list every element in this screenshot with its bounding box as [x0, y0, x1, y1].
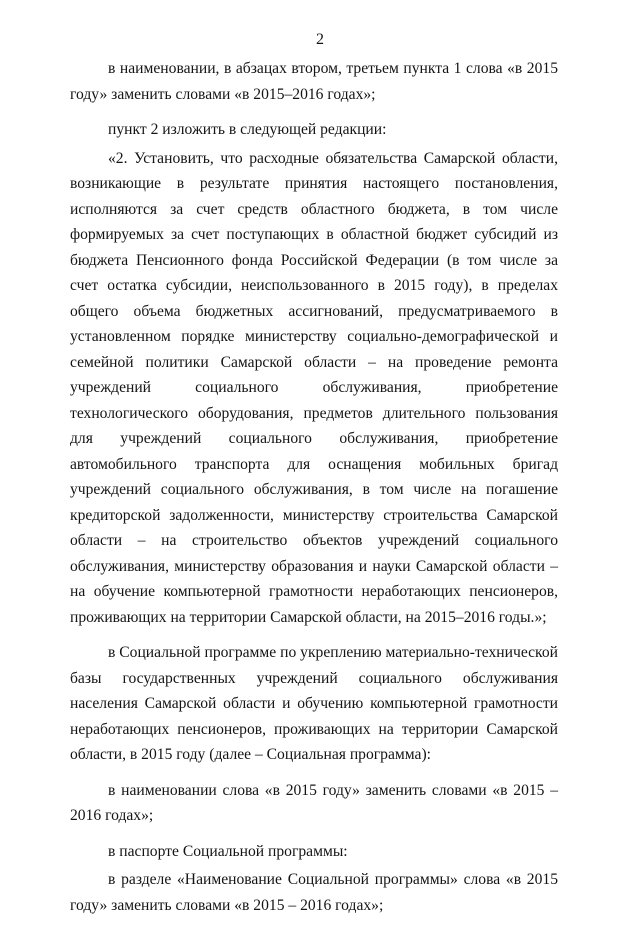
paragraph-point-2-intro: пункт 2 изложить в следующей редакции:	[108, 121, 387, 138]
paragraph-social-program: в Социальной программе по укреплению материально-технической базы государственных учреждений социального обслуживания населения Самарской области и обучению компьютерной грамотности неработающих пенсионеров, проживающих на территории Самарской области, в 2015 году (далее – Социальная программа):	[70, 644, 558, 763]
paragraph-passport: в паспорте Социальной программы:	[108, 842, 348, 860]
document-body	[70, 56, 558, 928]
paragraph-point-2-text: «2. Установить, что расходные обязательства Самарской области, возникающие в результате принятия настоящего постановления, исполняются за счет средств областного бюджета, в том числе формируемых за счет поступающих в областной бюджет субсидий из бюджета Пенсионного фонда Российской Федерации (в том числе за счет остатка субсидии, неиспользованного в 2015 году), в пределах общего объема бюджетных ассигнований, предусматриваемого в установленном порядке министерству социально-демографической и семейной политики Самарской области – на проведение ремонта учреждений социального обслуживания, приобретение технологического оборудования, предметов длительного пользования для учреждений социального обслуживания, приобретение автомобильного транспорта для оснащения мобильных бригад учреждений социального обслуживания, в том числе на погашение кредиторской задолженности, министерству строительства Самарской области – на строительство объектов учреждений социального обслуживания, министерству образования и науки Самарской области – на обучение компьютерной грамотности неработающих пенсионеров, проживающих на территории Самарской области, на 2015–2016 годы.»;	[70, 149, 558, 626]
paragraph-program-name: в наименовании слова «в 2015 году» заменить словами «в 2015 – 2016 годах»;	[70, 781, 558, 824]
page-number: 2	[316, 31, 324, 48]
paragraph-section-name: в разделе «Наименование Социальной программы» слова «в 2015 году» заменить словами «в 2015 – 2016 годах»;	[70, 871, 558, 914]
paragraph-amend-title: в наименовании, в абзацах втором, третьем пункта 1 слова «в 2015 году» заменить словами «в 2015–2016 годах»;	[70, 60, 558, 103]
